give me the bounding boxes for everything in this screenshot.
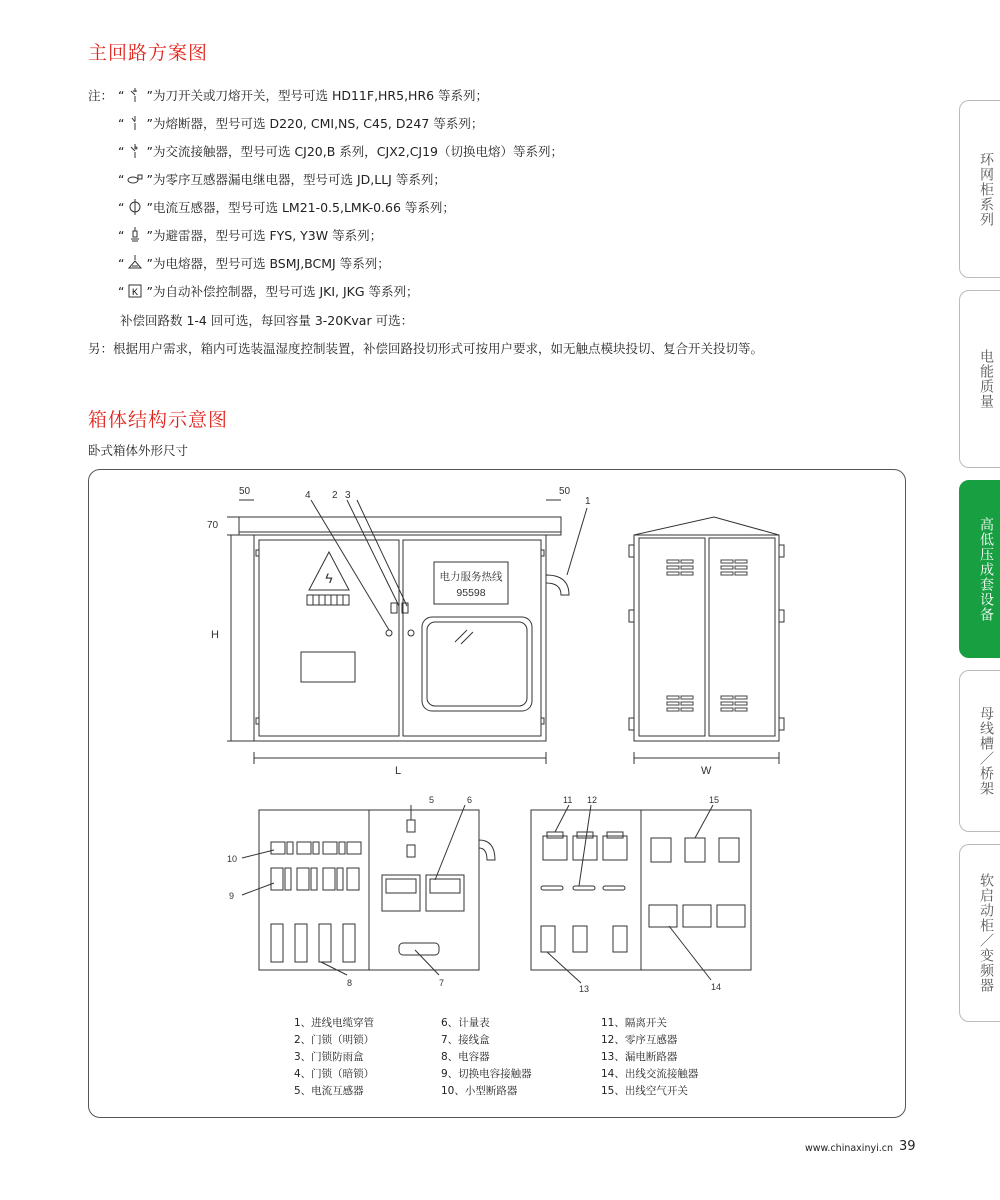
svg-text:K: K — [132, 287, 139, 297]
extra-note: 另：根据用户需求，箱内可选装温湿度控制装置，补偿回路投切形式可按用户要求，如无触点模块投切、复合开关投切等。 — [88, 341, 764, 356]
note-row-7: “ ” 为电熔器，型号可选 BSMJ,BCMJ 等系列； — [118, 255, 390, 271]
sidebar-tab-busway[interactable]: 母线槽／桥架 — [959, 670, 1000, 832]
current-transformer-icon — [124, 198, 146, 216]
inner-view-left — [227, 795, 495, 988]
side-roof — [634, 517, 779, 535]
dim-top-right: 50 — [559, 486, 571, 497]
front-elevation — [207, 486, 591, 777]
meter-window — [422, 617, 532, 711]
compensation-note: 补偿回路数 1-4 回可选，每回容量 3-20Kvar 可选： — [120, 313, 414, 328]
note-text-5: 电流互感器，型号可选 LM21-0.5,LMK-0.66 等系列； — [152, 200, 455, 215]
note-text-8: 为自动补偿控制器，型号可选 JKI, JKG 等系列； — [152, 284, 419, 299]
callout-7: 7 — [439, 978, 445, 988]
page-number: 39 — [899, 1139, 916, 1154]
note-row-2: “ ” 为熔断器，型号可选 D220, CMI,NS, C45, D247 等系列； — [118, 115, 484, 131]
side-elevation — [629, 517, 784, 777]
arrester-icon — [124, 226, 146, 244]
sidebar-tab-ring-main-unit[interactable]: 环网柜系列 — [959, 100, 1000, 278]
inner-view-right — [531, 795, 751, 994]
callout-2: 2 — [332, 490, 338, 501]
legend-col-2: 6、计量表 7、接线盒 8、电容器 9、切换电容接触器 10、小型断路器 — [441, 1017, 532, 1097]
diagram-frame — [88, 469, 906, 1118]
ac-contactor-icon — [124, 142, 146, 160]
front-body — [254, 535, 546, 741]
callout-8: 8 — [347, 978, 353, 988]
callout-3: 3 — [345, 490, 351, 501]
callout-13: 13 — [579, 984, 590, 994]
callout-1: 1 — [585, 496, 591, 507]
fuse-icon — [124, 114, 146, 132]
section-title-main-circuit: 主回路方案图 — [88, 42, 209, 64]
notes-prefix: 注： — [88, 88, 114, 103]
callout-12: 12 — [587, 795, 598, 805]
hotline-number: 95598 — [456, 587, 486, 599]
note-row-5: “ ” 电流互感器，型号可选 LM21-0.5,LMK-0.66 等系列； — [118, 199, 455, 215]
note-row-3: “ ” 为交流接触器，型号可选 CJ20,B 系列，CJX2,CJ19（切换电熔）等系列； — [118, 143, 564, 159]
callout-5: 5 — [429, 795, 435, 805]
callout-10: 10 — [227, 854, 238, 864]
note-text-1: 为刀开关或刀熔开关，型号可选 HD11F,HR5,HR6 等系列； — [152, 88, 489, 103]
callout-15: 15 — [709, 795, 720, 805]
hotline-title: 电力服务热线 — [439, 571, 503, 583]
cable-pipe — [546, 575, 569, 595]
dim-height-top: 70 — [207, 520, 219, 531]
dim-top-left: 50 — [239, 486, 251, 497]
legend-col-3: 11、隔离开关 12、零序互感器 13、漏电断路器 14、出线交流接触器 15、出线空气开关 — [601, 1017, 699, 1097]
nameplate — [301, 652, 355, 682]
dim-w: W — [701, 765, 712, 777]
sidebar-tab-soft-starter[interactable]: 软启动柜／变频器 — [959, 844, 1000, 1022]
knife-switch-icon — [124, 86, 146, 104]
callout-9: 9 — [229, 891, 235, 901]
note-text-4: 为零序互感器漏电继电器，型号可选 JD,LLJ 等系列； — [152, 172, 446, 187]
dim-h: H — [211, 629, 219, 641]
note-text-2: 为熔断器，型号可选 D220, CMI,NS, C45, D247 等系列； — [152, 116, 484, 131]
capacitor-icon — [124, 254, 146, 272]
dim-l: L — [395, 765, 402, 777]
side-body — [634, 535, 779, 741]
sidebar-tab-power-quality[interactable]: 电能质量 — [959, 290, 1000, 468]
callout-4: 4 — [305, 490, 311, 501]
zero-sequence-transformer-icon — [124, 170, 146, 188]
note-text-7: 为电熔器，型号可选 BSMJ,BCMJ 等系列； — [152, 256, 390, 271]
svg-text:ϟ: ϟ — [325, 570, 333, 586]
controller-icon — [124, 282, 146, 300]
note-text-6: 为避雷器，型号可选 FYS, Y3W 等系列； — [152, 228, 383, 243]
callout-14: 14 — [711, 982, 722, 992]
note-row-6: “ ” 为避雷器，型号可选 FYS, Y3W 等系列； — [118, 227, 383, 243]
note-row-1: “ ” 为刀开关或刀熔开关，型号可选 HD11F,HR5,HR6 等系列； — [118, 87, 489, 103]
section-subtitle: 卧式箱体外形尺寸 — [88, 443, 189, 458]
sidebar-tab-switchgear[interactable]: 高低压成套设备 — [959, 480, 1000, 658]
note-text-3: 为交流接触器，型号可选 CJ20,B 系列，CJX2,CJ19（切换电熔）等系列； — [152, 144, 564, 159]
callout-11: 11 — [563, 795, 573, 805]
legend-col-1: 1、进线电缆穿管 2、门锁（明锁） 3、门锁防雨盒 4、门锁（暗锁） 5、电流互感器 — [294, 1017, 375, 1097]
callout-6: 6 — [467, 795, 473, 805]
footer-url: www.chinaxinyi.cn — [805, 1143, 893, 1154]
note-row-8: “ K ” 为自动补偿控制器，型号可选 JKI, JKG 等系列； — [118, 283, 419, 299]
section-title-box-structure: 箱体结构示意图 — [88, 409, 229, 431]
note-row-4: “ ” 为零序互感器漏电继电器，型号可选 JD,LLJ 等系列； — [118, 171, 446, 187]
